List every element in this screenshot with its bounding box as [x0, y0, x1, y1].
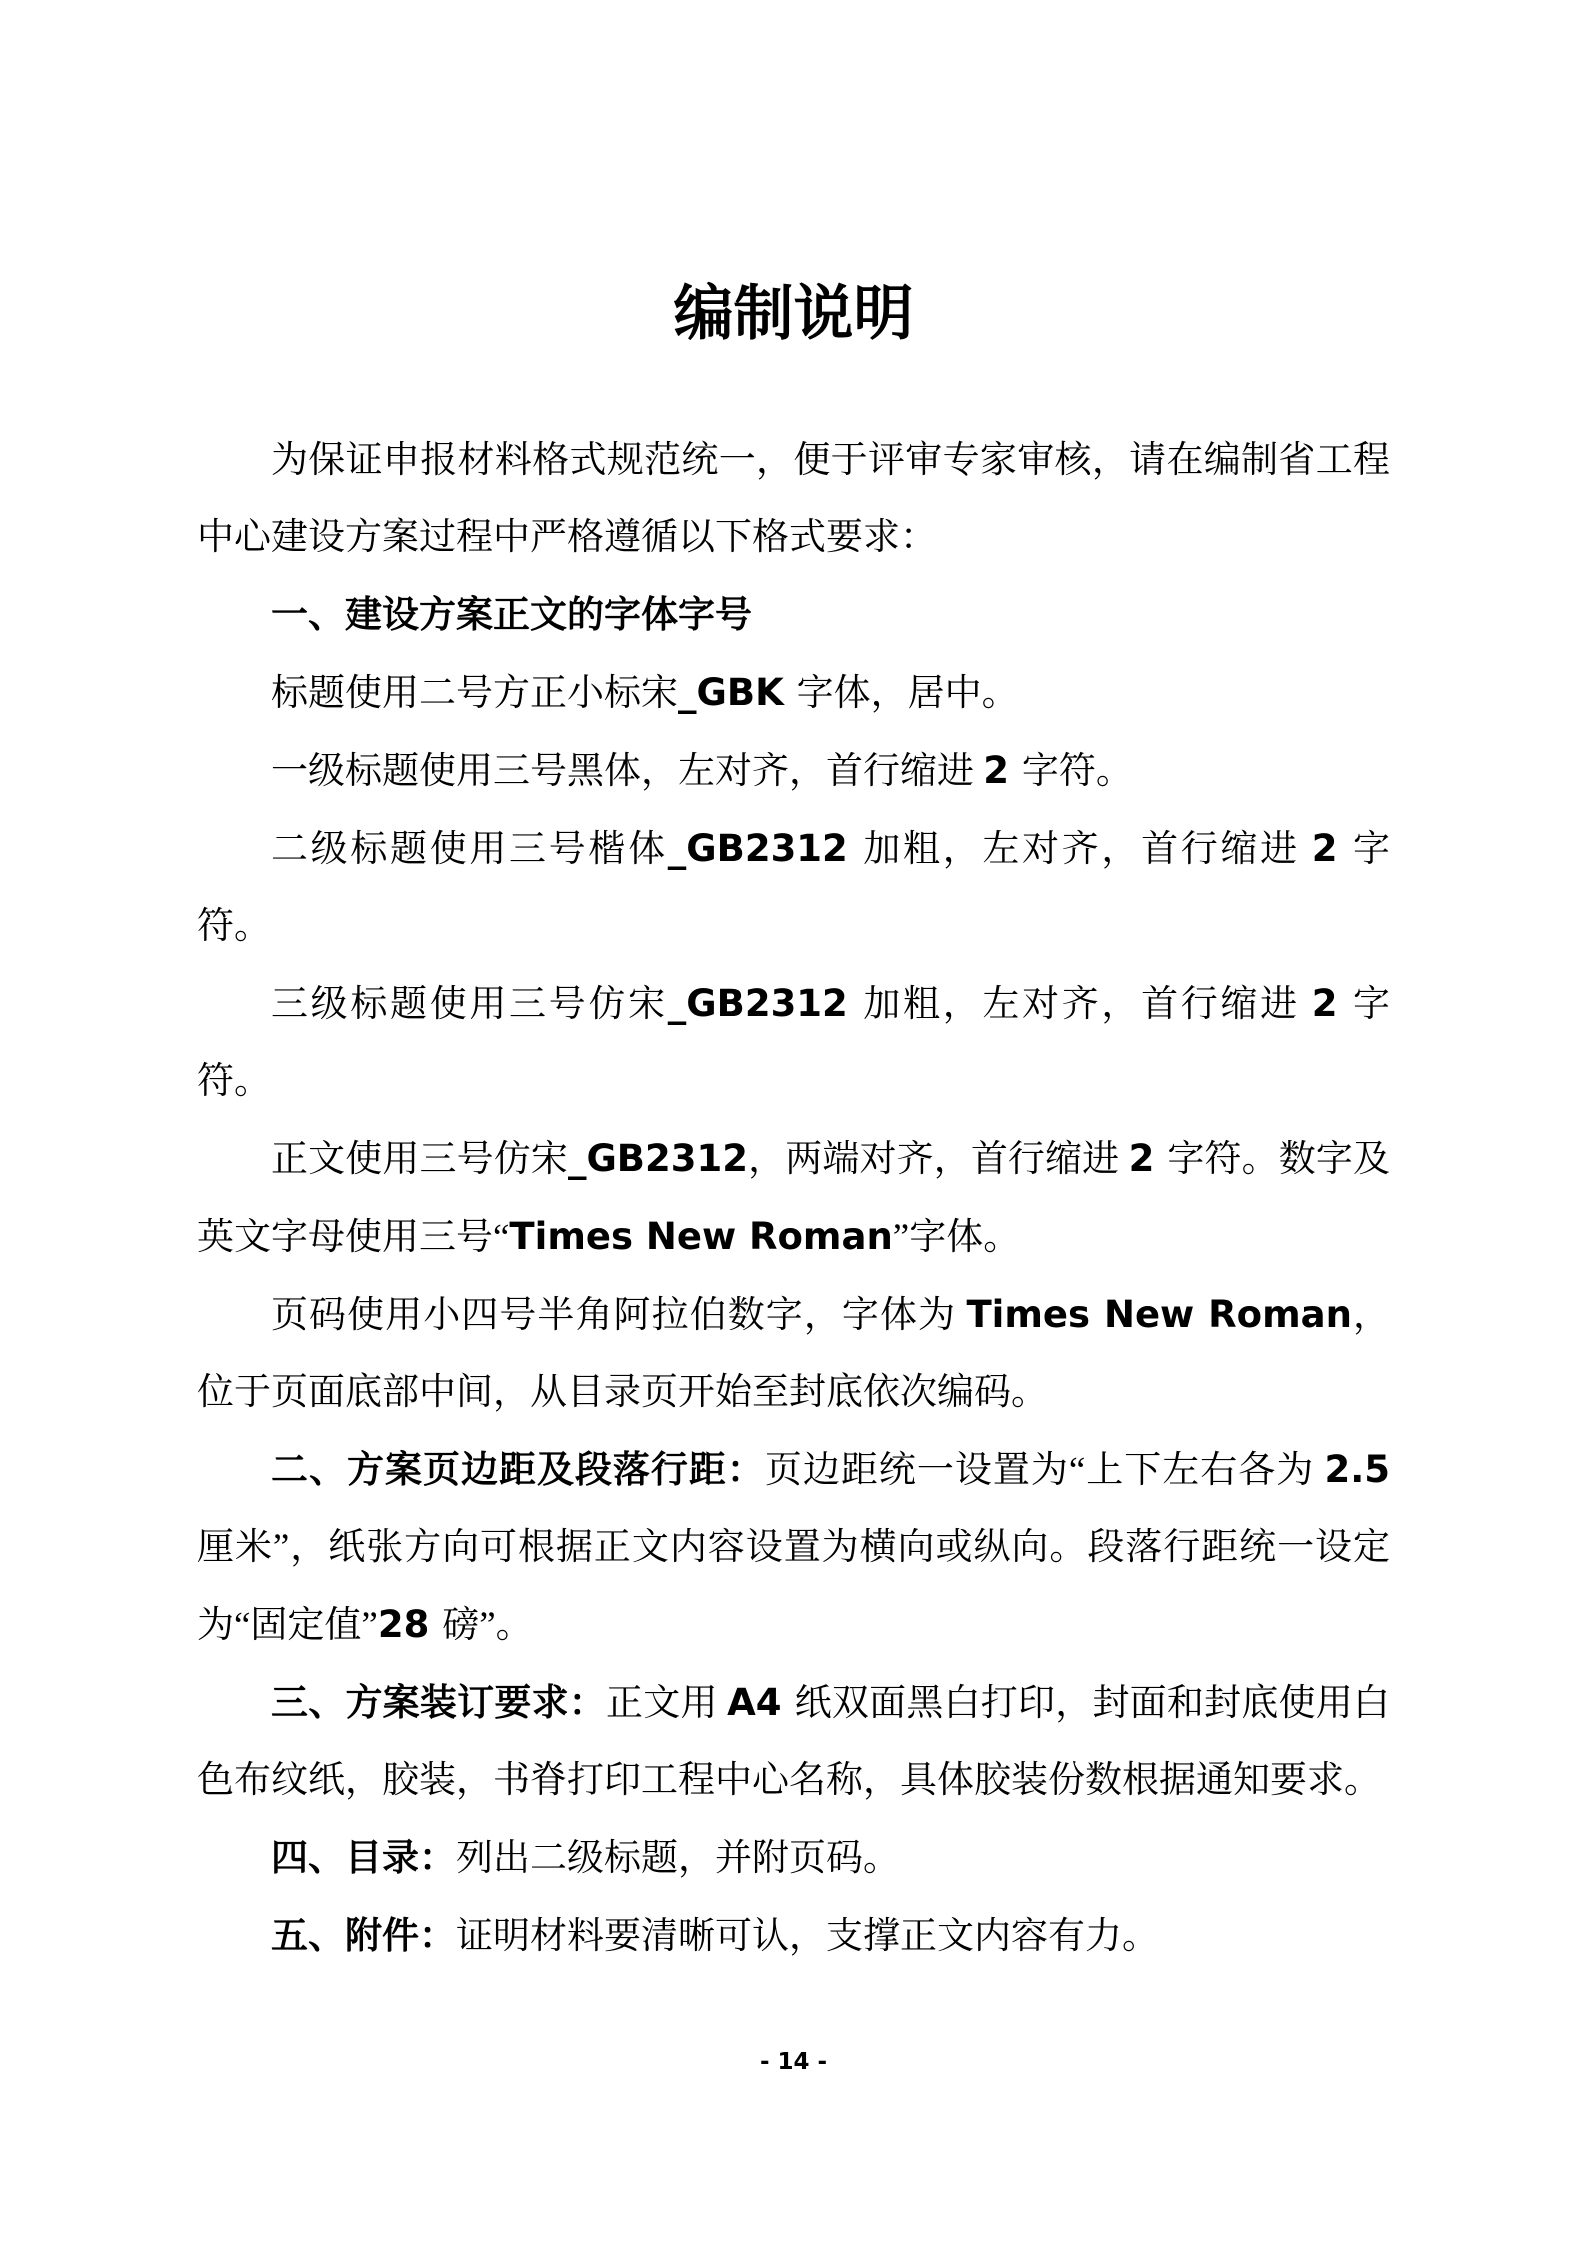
document-title: 编制说明 [673, 279, 914, 349]
text-run: 正文使用三号仿宋 [271, 1139, 568, 1180]
text-run: 纸双面黑白打印，封面和封底使用白色布纹纸，胶装，书脊打印工程中心名称，具体胶装份数根据通知要求。 [197, 1683, 1391, 1801]
text-run: 磅”。 [442, 1605, 533, 1646]
text-run: 二、方案页边距及段落行距： [271, 1448, 765, 1491]
paragraph [197, 1664, 1390, 1819]
paragraph [197, 1431, 1390, 1664]
paragraph [197, 965, 1390, 1120]
text-run: 2 [1311, 982, 1354, 1025]
text-run: _GB2312 [667, 982, 864, 1025]
text-run: 加粗，左对齐，首行缩进 [863, 829, 1312, 870]
paragraph [197, 1897, 1390, 1975]
text-run: 一级标题使用三号黑体，左对齐，首行缩进 [271, 751, 984, 792]
paragraph [197, 810, 1390, 965]
text-run: _GB2312 [567, 1137, 748, 1180]
text-run: 2.5 [1324, 1448, 1391, 1491]
text-run: Times New Roman [509, 1215, 893, 1258]
text-run: 厘米”，纸张方向可根据正文内容设置为横向或纵向。段落行距统一设定为“固定值” [197, 1527, 1390, 1646]
text-run: 字符。数字及英文字母使用三号“ [197, 1139, 1390, 1258]
document-body [197, 422, 1390, 1975]
paragraph [197, 732, 1390, 810]
text-run: 一、建设方案正文的字体字号 [271, 593, 752, 636]
paragraph [197, 1819, 1390, 1897]
text-run: 2 [1311, 827, 1354, 870]
paragraph [197, 1120, 1390, 1276]
text-run: A4 [727, 1681, 795, 1724]
text-run: 三级标题使用三号仿宋 [271, 984, 668, 1025]
text-run: _GBK [678, 671, 797, 714]
text-run: 页码使用小四号半角阿拉伯数字，字体为 [271, 1295, 967, 1336]
text-run: ，位于页面底部中间，从目录页开始至封底依次编码。 [197, 1295, 1390, 1413]
text-run: 三、方案装订要求： [271, 1681, 607, 1724]
text-run: 字符。 [197, 984, 1391, 1102]
text-run: ，两端对齐，首行缩进 [748, 1139, 1129, 1180]
text-run: 2 [983, 749, 1022, 792]
text-run: 列出二级标题，并附页码。 [456, 1838, 900, 1879]
text-run: 正文用 [606, 1683, 728, 1724]
text-run: 证明材料要清晰可认，支撑正文内容有力。 [456, 1916, 1159, 1957]
text-run: 二级标题使用三号楷体 [271, 829, 668, 870]
text-run: 字体，居中。 [796, 673, 1019, 714]
text-run: 字符。 [1021, 751, 1133, 792]
text-run: 页边距统一设置为“上下左右各为 [764, 1450, 1325, 1491]
text-run: 2 [1128, 1137, 1168, 1180]
paragraph [197, 576, 1390, 654]
text-run: 标题使用二号方正小标宋 [271, 673, 678, 714]
paragraph [197, 1276, 1390, 1431]
text-run: ”字体。 [892, 1217, 1021, 1258]
text-run: 加粗，左对齐，首行缩进 [863, 984, 1312, 1025]
text-run: 为保证申报材料格式规范统一，便于评审专家审核，请在编制省工程中心建设方案过程中严格遵循以下格式要求： [197, 440, 1390, 558]
text-run: _GB2312 [667, 827, 864, 870]
text-run: 四、目录： [271, 1836, 456, 1879]
page-number: - 14 - [759, 2049, 828, 2075]
text-run: Times New Roman [966, 1293, 1352, 1336]
text-run: 五、附件： [271, 1914, 456, 1957]
paragraph [197, 654, 1390, 732]
paragraph [197, 422, 1390, 576]
text-run: 字符。 [197, 829, 1391, 947]
text-run: 28 [377, 1603, 443, 1646]
